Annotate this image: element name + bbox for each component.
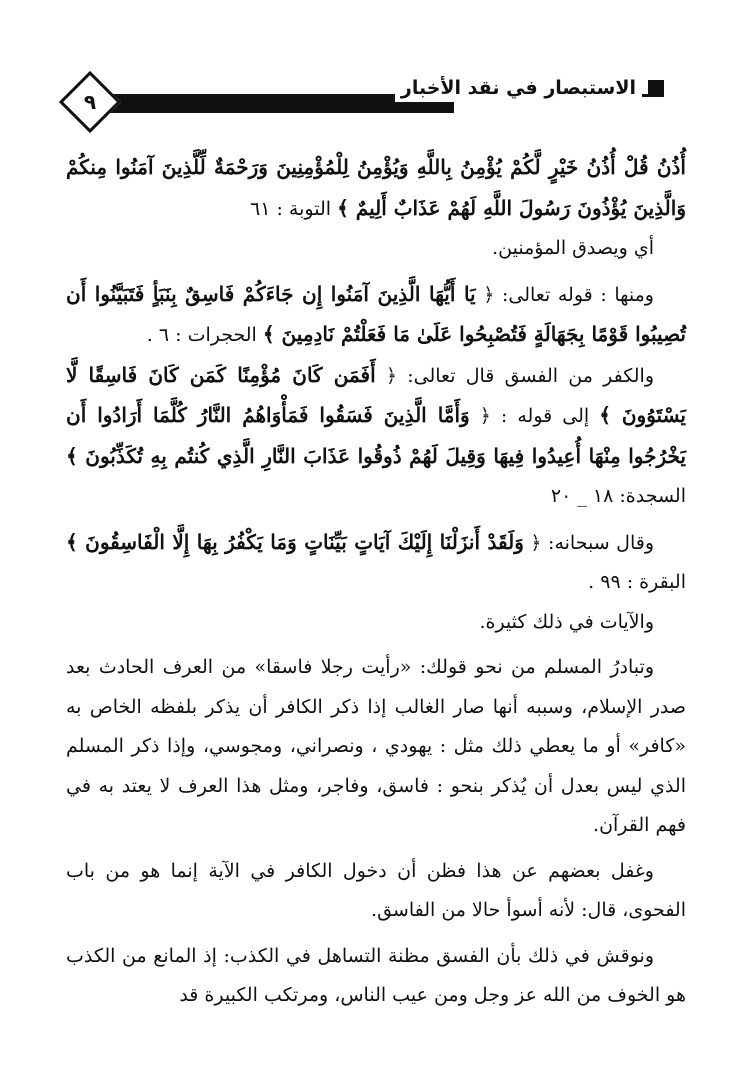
paragraph-8: وغفل بعضهم عن هذا فظن أن دخول الكافر في الآية إنما هو من باب الفحوى، قال: لأنه أسوأ حالا من الفاسق. [66, 859, 686, 921]
running-title: الاستبصار في نقد الأخبار [395, 74, 642, 102]
header-end-block [648, 80, 664, 96]
paragraph-6: والآيات في ذلك كثيرة. [479, 610, 654, 633]
intro-text: ومنها : قوله تعالى: ﴿ [475, 283, 654, 306]
verse-reference: السجدة: ١٨ _ ٢٠ [550, 485, 686, 507]
quran-verse: يَا أَيُّهَا الَّذِينَ آمَنُوا إِن جَاءَكُمْ فَاسِقٌ بِنَبَأٍ فَتَبَيَّنُوا أَن تُصِيبُوا قَوْمًا بِجَهَالَةٍ فَتُصْبِحُوا عَلَىٰ مَا فَعَلْتُمْ نَادِمِينَ ﴾ [66, 281, 686, 346]
paragraph-2: أي ويصدق المؤمنين. [492, 237, 654, 259]
intro-text: والكفر من الفسق قال تعالى: ﴿ [375, 364, 654, 387]
paragraph-1 [66, 148, 686, 229]
paragraph-7: وتبادرُ المسلم من نحو قولك: «رأيت رجلا فاسقا» من العرف الحادث بعد صدر الإسلام، وسببه أنها صار الغالب إذا ذكر الكافر أن يذكر بلفظه الخاص به «كافر» أو ما يعطي ذلك مثل : يهودي ، ونصراني، ومجوسي، وإذا ذكر المسلم الذي ليس بعدل أن يُذكر بنحو : فاسق، وفاجر، ومثل هذا العرف لا يعتد به في فهم القرآن. [66, 656, 686, 836]
page-body [66, 148, 686, 1016]
verse-reference: الحجرات : ٦ . [146, 324, 263, 346]
connector-text: إلى قوله : ﴿ [469, 405, 600, 427]
page-number: ٩ [83, 90, 97, 114]
quran-verse-2: وَأَمَّا الَّذِينَ فَسَقُوا فَمَأْوَاهُمُ النَّارُ كُلَّمَا أَرَادُوا أَن يَخْرُجُوا مِنْهَا أُعِيدُوا فِيهَا وَقِيلَ لَهُمْ ذُوقُوا عَذَابَ النَّارِ الَّذِي كُنتُم بِهِ تُكَذِّبُونَ ﴾ [66, 403, 686, 468]
quran-verse: أَفَمَن كَانَ مُؤْمِنًا كَمَن كَانَ فَاسِقًا لَّا يَسْتَوُونَ ﴾ [66, 362, 686, 427]
paragraph-4 [66, 356, 686, 517]
running-header [58, 78, 664, 128]
quran-verse: أُذُنُ قُلْ أُذُنُ خَيْرٍ لَّكُمْ يُؤْمِنُ بِاللَّهِ وَيُؤْمِنُ لِلْمُؤْمِنِينَ وَرَحْمَةٌ لِّلَّذِينَ آمَنُوا مِنكُمْ وَالَّذِينَ يُؤْذُونَ رَسُولَ اللَّهِ لَهُمْ عَذَابٌ أَلِيمٌ ﴾ [66, 155, 686, 220]
verse-reference: البقرة : ٩٩ . [588, 571, 686, 593]
paragraph-9: ونوقش في ذلك بأن الفسق مظنة التساهل في الكذب: إذ المانع من الكذب هو الخوف من الله عز وجل ومن عيب الناس، ومرتكب الكبيرة قد [66, 944, 686, 1006]
verse-reference: التوبة : ٦١ [250, 197, 338, 220]
quran-verse: وَلَقَدْ أَنزَلْنَا إِلَيْكَ آيَاتٍ بَيِّنَاتٍ وَمَا يَكْفُرُ بِهَا إِلَّا الْفَاسِقُونَ ﴾ [66, 529, 524, 554]
paragraph-3 [66, 275, 686, 356]
paragraph-5 [66, 523, 686, 603]
intro-text: وقال سبحانه: ﴿ [523, 531, 654, 554]
